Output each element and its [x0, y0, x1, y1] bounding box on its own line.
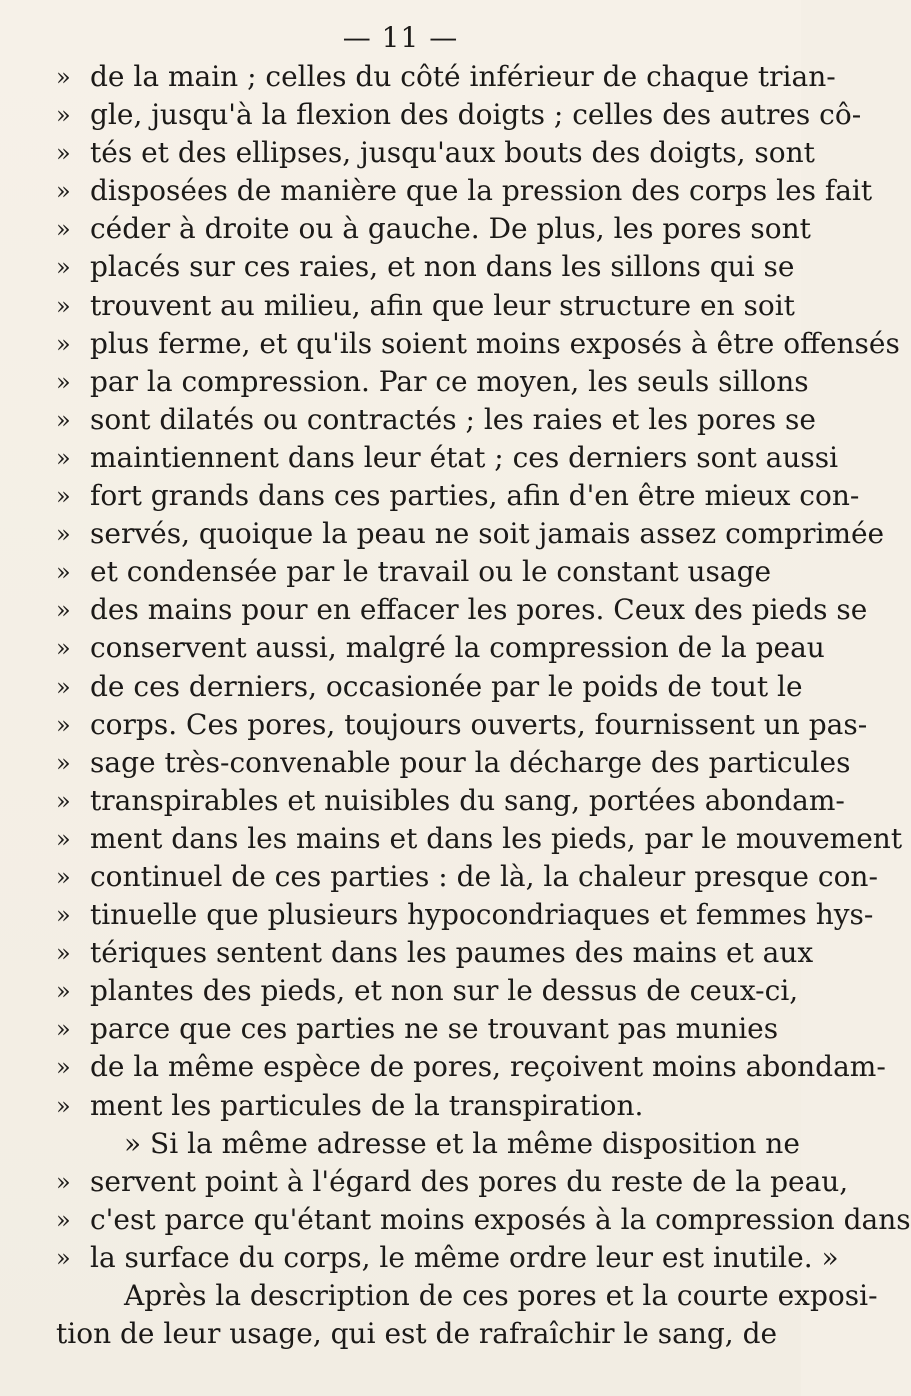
text-line-25 — [56, 972, 799, 1010]
text-line-34 — [56, 1315, 778, 1353]
line-text: conservent aussi, malgré la compression de la peau — [90, 631, 825, 665]
line-quote-mark: » — [56, 367, 71, 396]
line-quote-mark: » — [56, 710, 71, 739]
line-quote-mark: » — [56, 672, 71, 701]
line-text: parce que ces parties ne se trouvant pas munies — [90, 1012, 779, 1046]
line-quote-mark: » — [56, 520, 71, 549]
line-text: tés et des ellipses, jusqu'aux bouts des doigts, sont — [90, 136, 815, 170]
line-text: maintiennent dans leur état ; ces derniers sont aussi — [90, 440, 839, 474]
line-text: tinuelle que plusieurs hypocondriaques et femmes hys- — [90, 898, 874, 932]
text-line-21 — [56, 820, 903, 858]
line-quote-mark: » — [56, 977, 71, 1006]
line-quote-mark: » — [56, 139, 71, 168]
text-line-16 — [56, 629, 825, 667]
line-text: de ces derniers, occasionée par le poids de tout le — [90, 669, 803, 703]
line-text: sage très-convenable pour la décharge des particules — [90, 745, 851, 779]
line-quote-mark: » — [56, 786, 71, 815]
line-quote-mark: » — [56, 748, 71, 777]
line-text: placés sur ces raies, et non dans les sillons qui se — [90, 250, 795, 284]
line-text: ment les particules de la transpiration. — [90, 1088, 644, 1122]
text-line-32 — [56, 1239, 839, 1277]
text-line-17 — [56, 668, 803, 706]
line-text: Après la description de ces pores et la courte exposi- — [124, 1279, 878, 1312]
line-text: plus ferme, et qu'ils soient moins exposés à être offensés — [90, 326, 900, 360]
line-text: la surface du corps, le même ordre leur est inutile. » — [90, 1240, 839, 1274]
text-line-3 — [56, 134, 815, 172]
line-text: gle, jusqu'à la flexion des doigts ; celles des autres cô- — [90, 98, 862, 132]
text-line-22 — [56, 858, 878, 896]
line-quote-mark: » — [56, 939, 71, 968]
line-quote-mark: » — [56, 405, 71, 434]
line-quote-mark: » — [56, 596, 71, 625]
line-text: des mains pour en effacer les pores. Ceux des pieds se — [90, 593, 868, 627]
line-quote-mark: » — [56, 482, 71, 511]
text-line-2 — [56, 96, 862, 134]
text-line-19 — [56, 744, 851, 782]
line-quote-mark: » — [56, 329, 71, 358]
line-text: disposées de manière que la pression des corps les fait — [90, 174, 873, 208]
line-quote-mark: » — [56, 291, 71, 320]
text-line-27 — [56, 1048, 886, 1086]
line-text: tion de leur usage, qui est de rafraîchir le sang, de — [56, 1317, 778, 1351]
line-quote-mark: » — [56, 1091, 71, 1120]
line-text: par la compression. Par ce moyen, les seuls sillons — [90, 364, 809, 398]
line-text: de la même espèce de pores, reçoivent moins abondam- — [90, 1050, 886, 1084]
line-quote-mark: » — [56, 215, 71, 244]
line-quote-mark: » — [56, 1167, 71, 1196]
text-line-8 — [56, 325, 900, 363]
text-line-4 — [56, 172, 873, 210]
line-quote-mark: » — [56, 177, 71, 206]
line-quote-mark: » — [56, 862, 71, 891]
text-line-13 — [56, 515, 885, 553]
line-quote-mark: » — [56, 1243, 71, 1272]
line-quote-mark: » — [56, 1053, 71, 1082]
text-line-7 — [56, 287, 795, 325]
text-line-33 — [56, 1277, 878, 1315]
text-line-24 — [56, 934, 814, 972]
text-line-12 — [56, 477, 860, 515]
text-line-28 — [56, 1087, 741, 1125]
line-quote-mark: » — [56, 1015, 71, 1044]
line-quote-mark: » — [56, 634, 71, 663]
line-text: corps. Ces pores, toujours ouverts, fournissent un pas- — [90, 707, 868, 741]
line-text: trouvent au milieu, afin que leur structure en soit — [90, 288, 795, 322]
text-line-20 — [56, 782, 845, 820]
line-text: plantes des pieds, et non sur le dessus de ceux-ci, — [90, 974, 799, 1008]
line-quote-mark: » — [56, 443, 71, 472]
text-line-1 — [56, 58, 836, 96]
line-quote-mark: » — [56, 901, 71, 930]
text-line-30 — [56, 1163, 849, 1201]
text-line-29 — [56, 1125, 800, 1163]
line-text: tériques sentent dans les paumes des mains et aux — [90, 936, 814, 970]
line-text: transpirables et nuisibles du sang, portées abondam- — [90, 783, 845, 817]
line-quote-mark: » — [56, 558, 71, 587]
line-text: ment dans les mains et dans les pieds, par le mouvement — [90, 821, 903, 855]
text-line-15 — [56, 591, 868, 629]
line-quote-mark: » — [56, 824, 71, 853]
text-line-6 — [56, 248, 795, 286]
line-quote-mark: » — [56, 1205, 71, 1234]
text-line-10 — [56, 401, 816, 439]
text-line-5 — [56, 210, 811, 248]
text-line-9 — [56, 363, 809, 401]
line-text: céder à droite ou à gauche. De plus, les pores sont — [90, 212, 811, 246]
line-text: c'est parce qu'étant moins exposés à la compression dans — [90, 1202, 911, 1236]
page-text — [56, 58, 911, 1353]
line-quote-mark: » — [56, 101, 71, 130]
text-line-23 — [56, 896, 874, 934]
line-text: » Si la même adresse et la même disposition ne — [124, 1126, 800, 1160]
text-line-14 — [56, 553, 772, 591]
text-line-31 — [56, 1201, 911, 1239]
text-line-26 — [56, 1010, 779, 1048]
text-line-18 — [56, 706, 868, 744]
line-quote-mark: » — [56, 63, 71, 91]
page-number: — 11 — — [342, 21, 459, 54]
line-text: continuel de ces parties : de là, la chaleur presque con- — [90, 859, 878, 893]
line-text: sont dilatés ou contractés ; les raies et les pores se — [90, 402, 816, 436]
line-text: servent point à l'égard des pores du reste de la peau, — [90, 1164, 849, 1198]
line-text: fort grands dans ces parties, afin d'en être mieux con- — [90, 479, 860, 513]
line-text: de la main ; celles du côté inférieur de chaque trian- — [90, 60, 836, 93]
line-quote-mark: » — [56, 253, 71, 282]
line-text: et condensée par le travail ou le constant usage — [90, 555, 772, 589]
text-line-11 — [56, 439, 839, 477]
line-text: servés, quoique la peau ne soit jamais assez comprimée — [90, 517, 885, 551]
